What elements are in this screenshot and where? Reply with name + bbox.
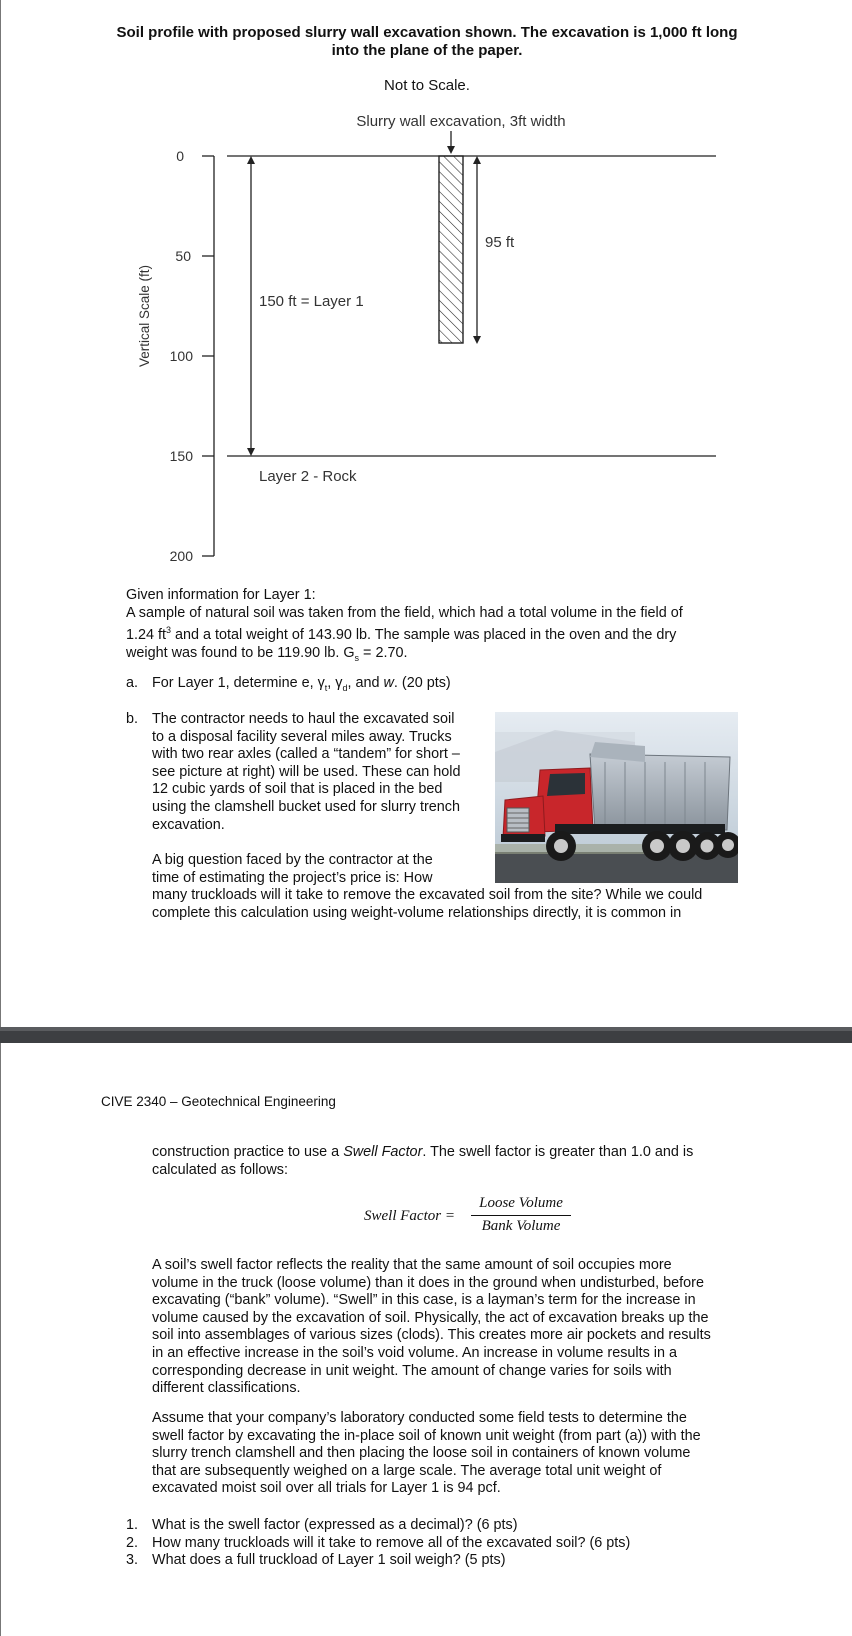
figure-title-line-2: into the plane of the paper. [331, 42, 523, 59]
part-b2-line: time of estimating the project’s price is: How [152, 869, 433, 886]
part-b-line: The contractor needs to haul the excavated soil [152, 711, 455, 727]
question-number: 2. [126, 1534, 139, 1551]
tick-label-50: 50 [175, 248, 191, 264]
intro-text: construction practice to use a [152, 1144, 344, 1160]
formula-fraction-bar [471, 1215, 571, 1216]
paragraph-line: swell factor by excavating the in-place soil of known unit weight (from part (a)) with the [152, 1427, 701, 1444]
scale-note: Not to Scale. [384, 77, 470, 94]
question-text: How many truckloads will it take to remove all of the excavated soil? (6 pts) [152, 1534, 631, 1551]
part-b-line: to a disposal facility several miles away. Trucks [152, 728, 452, 745]
paragraph-line: excavated moist soil over all trials for Layer 1 is 94 pcf. [152, 1480, 501, 1497]
vertical-axis-label: Vertical Scale (ft) [137, 264, 152, 368]
gs-subscript: s [354, 652, 360, 663]
tick-label-150: 150 [169, 448, 193, 464]
part-a-and: , and [347, 675, 384, 691]
excavation-depth-label: 95 ft [485, 234, 515, 251]
question-item [126, 1517, 846, 1535]
swell-intro-line-2: calculated as follows: [152, 1161, 288, 1178]
part-a-text: For Layer 1, determine e, γ [152, 675, 325, 691]
paragraph-line: volume caused by the excavation of soil. Physically, the act of excavation breaks up the [152, 1309, 709, 1326]
question-text: What is the swell factor (expressed as a decimal)? (6 pts) [152, 1517, 518, 1533]
page-separator [0, 1027, 852, 1043]
paragraph-line: soil into assemblages of various sizes (clods). This creates more air pockets and results [152, 1327, 711, 1344]
document-page-2 [0, 1043, 852, 1636]
figure-title-line-1: Soil profile with proposed slurry wall excavation shown. The excavation is 1,000 ft long [116, 24, 738, 41]
part-a-marker: a. [126, 675, 139, 691]
question-list [126, 1517, 846, 1570]
swell-intro-line-1 [152, 1144, 852, 1162]
swell-explanation-paragraph [152, 1257, 852, 1398]
part-b-line: 12 cubic yards of soil that is placed in the bed [152, 781, 443, 798]
part-a-gamma-d: , γ [327, 675, 343, 691]
given-dry-weight: weight was found to be 119.90 lb. G [126, 644, 355, 661]
given-heading: Given information for Layer 1: [126, 587, 316, 603]
truck-frame [555, 824, 725, 834]
question-item [126, 1535, 846, 1553]
swell-factor-term: Swell Factor [343, 1144, 423, 1160]
formula-denominator: Bank Volume [481, 1218, 561, 1234]
part-a-points: . (20 pts) [393, 675, 451, 691]
given-line-2 [126, 622, 826, 644]
water-content-symbol: w [383, 675, 394, 691]
paragraph-line: volume in the truck (loose volume) than it does in the ground when undisturbed, before [152, 1274, 704, 1291]
intro-text-rest: . The swell factor is greater than 1.0 and is [422, 1144, 694, 1160]
part-b2-line: A big question faced by the contractor at the [152, 852, 433, 868]
dump-bed [590, 754, 730, 830]
soil-profile-diagram [1, 100, 852, 570]
gamma-t-subscript: t [324, 682, 328, 693]
paragraph-line: excavating (“bank” volume). “Swell” in this case, is a layman’s term for the increase in [152, 1292, 696, 1309]
given-information [126, 587, 826, 667]
figure-title [101, 24, 753, 60]
question-item [126, 1552, 846, 1570]
given-volume-exponent: 3 [166, 625, 172, 636]
question-text: What does a full truckload of Layer 1 soil weigh? (5 pts) [152, 1552, 506, 1569]
part-a-question [152, 675, 752, 697]
tick-label-0: 0 [176, 148, 184, 164]
layer2-label: Layer 2 - Rock [259, 468, 357, 485]
question-number: 1. [126, 1517, 139, 1533]
paragraph-line: A soil’s swell factor reflects the reality that the same amount of soil occupies more [152, 1257, 672, 1273]
given-line-1: A sample of natural soil was taken from the field, which had a total volume in the field of [126, 604, 683, 621]
dump-truck-image [495, 712, 738, 883]
paragraph-line: that are subsequently weighed on a large scale. The average total unit weight of [152, 1462, 662, 1479]
front-bumper [501, 834, 545, 842]
paragraph-line: different classifications. [152, 1380, 301, 1397]
given-volume: 1.24 ft [126, 626, 167, 643]
lab-test-paragraph [152, 1410, 852, 1498]
cab-window [547, 773, 585, 796]
part-b-paragraph-1 [152, 711, 492, 834]
tick-label-200: 200 [169, 548, 193, 564]
given-gs-value: = 2.70. [359, 644, 408, 661]
swell-intro [152, 1144, 852, 1179]
part-b-line: see picture at right) will be used. These can hold [152, 763, 461, 780]
paragraph-line: corresponding decrease in unit weight. The amount of change varies for soils with [152, 1362, 672, 1379]
given-line-3 [126, 645, 826, 667]
excavation-label: Slurry wall excavation, 3ft width [356, 113, 566, 130]
part-b-marker: b. [126, 711, 139, 727]
page-header: CIVE 2340 – Geotechnical Engineering [101, 1094, 336, 1109]
paragraph-line: Assume that your company’s laboratory conducted some field tests to determine the [152, 1410, 687, 1426]
part-b2-line: many truckloads will it take to remove the excavated soil from the site? While we could [152, 887, 703, 904]
question-number: 3. [126, 1552, 139, 1569]
given-line-2-rest: and a total weight of 143.90 lb. The sample was placed in the oven and the dry [171, 626, 677, 643]
part-b-line: with two rear axles (called a “tandem” for short – [152, 746, 460, 763]
layer1-label: 150 ft = Layer 1 [259, 293, 364, 310]
paragraph-line: slurry trench clamshell and then placing the loose soil in containers of known volume [152, 1445, 691, 1462]
slurry-wall-excavation [439, 156, 463, 343]
formula-lhs: Swell Factor = [364, 1208, 455, 1224]
part-b-line: using the clamshell bucket used for slurry trench [152, 798, 460, 815]
paragraph-line: in an effective increase in the soil’s void volume. An increase in volume results in a [152, 1344, 678, 1361]
part-b-line: excavation. [152, 816, 225, 833]
part-b2-line: complete this calculation using weight-volume relationships directly, it is common in [152, 904, 682, 921]
gamma-d-subscript: d [342, 682, 348, 693]
tick-label-100: 100 [169, 348, 193, 364]
formula-numerator: Loose Volume [479, 1195, 563, 1211]
